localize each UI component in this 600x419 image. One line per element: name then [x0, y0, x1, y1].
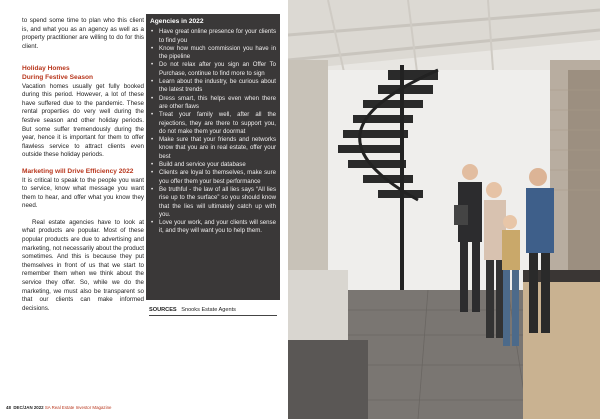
list-item: • Do not relax after you sign an Offer To Purchase, continue to find more to sign — [159, 61, 276, 78]
issue-date-left: DEC/JAN 2022 — [13, 405, 44, 410]
sources-divider — [149, 315, 277, 316]
sources-text: Snooks Estate Agents — [181, 307, 236, 313]
magazine-name-left: SA Real Estate Investor Magazine — [44, 405, 112, 410]
heading-marketing: Marketing will Drive Efficiency 2022 — [22, 167, 134, 175]
page-number-left: 48 — [6, 405, 11, 410]
list-item: • Have great online presence for your clients to find you — [159, 28, 276, 45]
footer-left — [6, 405, 111, 410]
list-item: • Clients are loyal to themselves, make sure you offer them your best performance — [159, 169, 276, 186]
list-item: • Love your work, and your clients will sense it, and they will want you to help them. — [159, 219, 276, 236]
list-item: • Treat your family well, after all the rejections, they are there to support you, do not make them your doormat — [159, 111, 276, 136]
marketing-paragraph: It is critical to speak to the people you want to service, know what message you want them to hear, and offer what you know they need. — [22, 176, 144, 210]
list-item: • Build and service your database — [159, 161, 276, 169]
list-item: • Make sure that your friends and networks know that you are in real estate, offer your best — [159, 136, 276, 161]
list-item: • Be truthful - the law of all lies says “All lies rise up to the surface” so you should know that the lies will ultimately catch up with you. — [159, 186, 276, 219]
sidebar-title: Agencies in 2022 — [150, 18, 204, 25]
list-item: • Learn about the industry, be curious about the latest trends — [159, 78, 276, 95]
heading-holiday-homes: Holiday Homes — [22, 65, 70, 73]
festive-paragraph: Vacation homes usually get fully booked during this period. However, a lot of these have suffered due to the pandemic. These rental properties do very well during the festive season and other holiday periods. But some suffer tremendously during the year, hence it is important for them to offer flawless service to attract clients even outside these holiday periods. — [22, 82, 144, 159]
family-loft-photo — [288, 0, 600, 419]
sources-credit — [149, 307, 236, 313]
left-text-column — [22, 17, 144, 321]
heading-festive-season: During Festive Season — [22, 73, 94, 81]
real-estate-paragraph: Real estate agencies have to look at what products are popular. Most of these popular products are due to advertising and marketing, not necessarily about the product sometimes. And this is because they put themselves in front of us that we start to remember them when we think about the service they offer. So, while we do the marketing, we must also be transparent so that our clients can make informed decisions. — [22, 218, 144, 312]
sources-label: SOURCES — [149, 307, 177, 313]
list-item: • Know how much commission you have in the pipeline — [159, 45, 276, 62]
list-item: • Dress smart, this helps even when there are other flaws — [159, 95, 276, 112]
sidebar-list — [146, 28, 280, 235]
agencies-sidebar-box — [146, 14, 280, 300]
intro-paragraph: to spend some time to plan who this client is, and what you as an agency as well as a property practitioner are willing to do for this client. — [22, 17, 144, 50]
